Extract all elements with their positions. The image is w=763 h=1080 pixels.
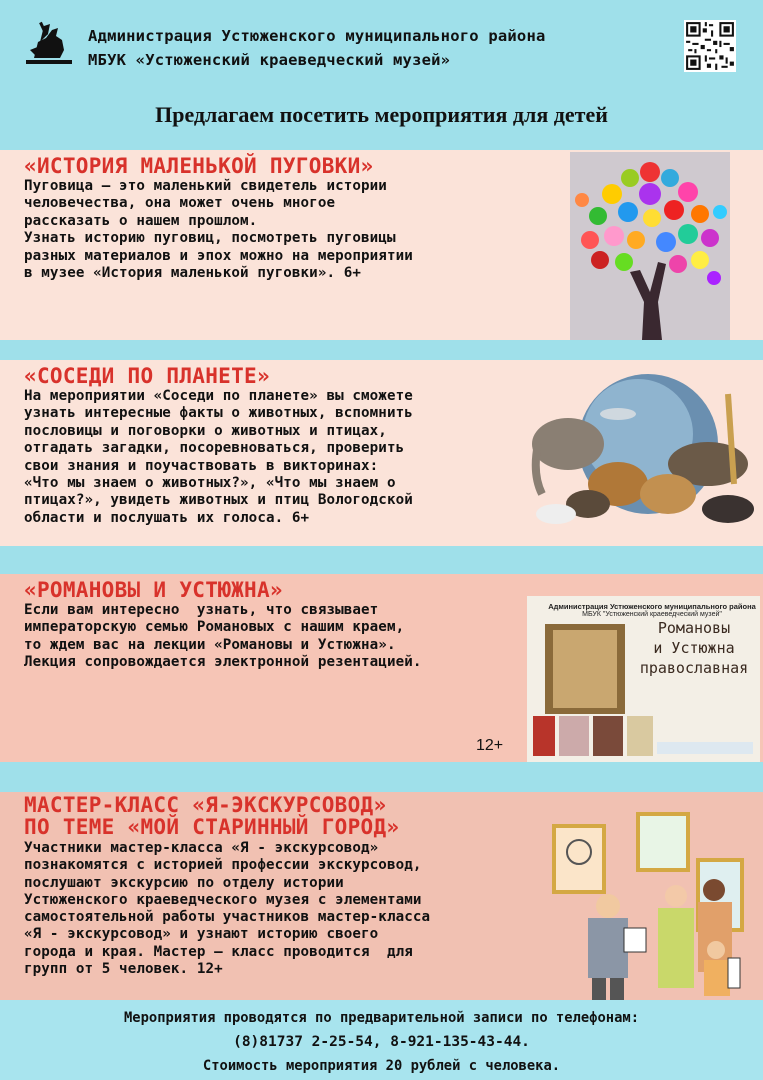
- museum-logo-icon: [26, 20, 72, 68]
- event-description: Если вам интересно узнать, что связывает императорскую семью Романовых с нашим краем, то ждем вас на лекции «Романовы и Устюжна». Лекция сопровождается электронной резентацией.: [24, 602, 422, 671]
- age-rating: 12+: [476, 737, 504, 754]
- footer-booking-note: Мероприятия проводятся по предварительной записи по телефонам:: [124, 1010, 639, 1026]
- event-buttons-history: [0, 150, 763, 340]
- tour-guide-illustration: [548, 810, 748, 1000]
- event-romanovs: [0, 574, 763, 762]
- animals-planet-image: [528, 374, 763, 534]
- footer-phones: (8)81737 2-25-54, 8-921-135-43-44.: [233, 1034, 530, 1050]
- footer: [0, 1000, 763, 1080]
- event-title: «ИСТОРИЯ МАЛЕНЬКОЙ ПУГОВКИ»: [24, 154, 374, 178]
- event-neighbors-planet: [0, 360, 763, 546]
- event-description: Пуговица – это маленький свидетель истории человечества, она может очень многое рассказать о нашем прошлом. Узнать историю пуговиц, посмотреть пуговицы разных материалов и эпох можно на мероприятии в музее «История маленькой пуговки». 6+: [24, 178, 413, 282]
- poster-subheader: МБУК "Устюженский краеведческий музей": [582, 611, 722, 618]
- qr-code-icon[interactable]: [684, 20, 736, 72]
- event-description: Участники мастер-класса «Я - экскурсовод» познакомятся с историей профессии экскурсовод, послушают экскурсию по отделу истории Устюженского краеведческого музея с элементами самостоятельной работы участников мастер-класса «Я - экскурсовод» и узнают историю своего города и края. Мастер – класс проводится для групп от 5 человек. 12+: [24, 840, 431, 978]
- header-administration: Администрация Устюженского муниципального района: [88, 27, 546, 45]
- event-title: МАСТЕР-КЛАСС «Я-ЭКСКУРСОВОД» ПО ТЕМЕ «МОЙ СТАРИННЫЙ ГОРОД»: [24, 793, 400, 839]
- poster-header: Администрация Устюженского муниципального района: [548, 602, 756, 611]
- page-title: Предлагаем посетить мероприятия для детей: [155, 102, 608, 127]
- header-museum: МБУК «Устюженский краеведческий музей»: [88, 51, 451, 69]
- event-title: «СОСЕДИ ПО ПЛАНЕТЕ»: [24, 364, 270, 388]
- poster-title: Романовы и Устюжна православная: [639, 619, 749, 677]
- romanovs-poster-image: [527, 596, 760, 762]
- header: [0, 0, 763, 150]
- event-title: «РОМАНОВЫ И УСТЮЖНА»: [24, 578, 283, 602]
- event-description: На мероприятии «Соседи по планете» вы сможете узнать интересные факты о животных, вспомнить пословицы и поговорки о животных и птицах, отгадать загадки, посоревноваться, проверить свои знания и поучаствовать в викторинах: «Что мы знаем о животных?», «Что мы знаем о птицах?», увидеть животных и птиц Вологодской области и послушать их голоса. 6+: [24, 388, 413, 526]
- button-tree-image: [570, 152, 730, 340]
- footer-price: Стоимость мероприятия 20 рублей с человека.: [202, 1058, 561, 1074]
- event-master-class: [0, 792, 763, 1000]
